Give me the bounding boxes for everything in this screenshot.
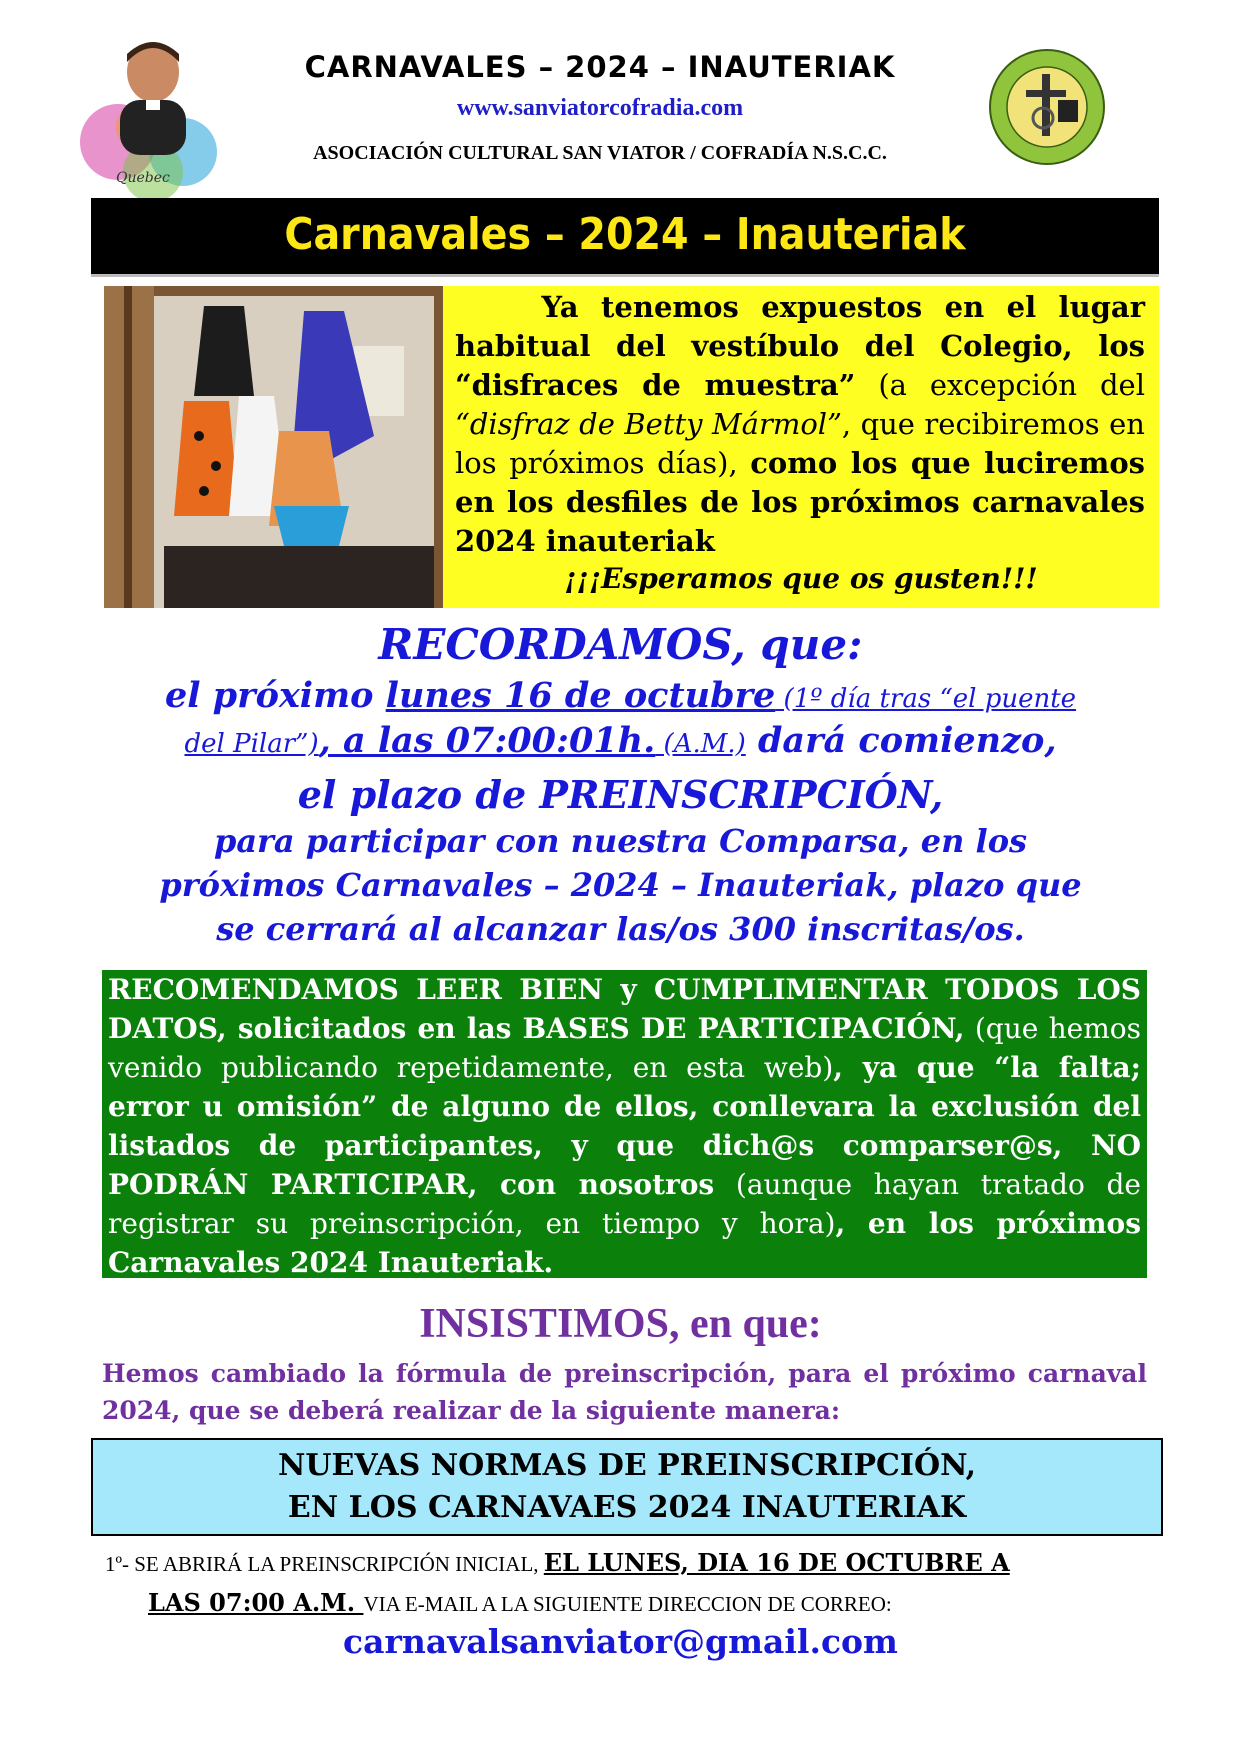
rules-box: [91, 1438, 1163, 1536]
costumes-display-photo: [104, 286, 443, 608]
step-1-line-1: 1º- SE ABRIRÁ LA PREINSCRIPCIÓN INICIAL, EL LUNES, DIA 16 DE OCTUBRE A: [105, 1548, 1010, 1577]
banner-title: Carnavales – 2024 – Inauteriak: [284, 209, 966, 260]
recommendation-paragraph: RECOMENDAMOS LEER BIEN y CUMPLIMENTAR TODOS LOS DATOS, solicitados en las BASES DE PARTICIPACIÓN, (que hemos venido publicando repetidamente, en esta web), ya que “la falta; error u omisión” de alguno de ellos, conllevara la exclusión del listados de participantes, y que dich@s comparser@s, NO PODRÁN PARTICIPAR, con nosotros (aunque hayan tratado de registrar su preinscripción, en tiempo y hora), en los próximos Carnavales 2024 Inauteriak.: [108, 973, 1141, 1279]
page-title: CARNAVALES – 2024 – INAUTERIAK: [304, 50, 896, 84]
intro-closing: ¡¡¡Esperamos que os gusten!!!: [564, 562, 1038, 595]
reminder-line-6: se cerrará al alcanzar las/os 300 inscritas/os.: [216, 910, 1025, 948]
svg-text:Quebec: Quebec: [116, 170, 170, 186]
portrait-logo: [78, 32, 228, 202]
reminder-line-3: el plazo de PREINSCRIPCIÓN,: [297, 772, 944, 817]
recommendation-box: [102, 970, 1147, 1278]
step-1-line-2: LAS 07:00 A.M. VIA E-MAIL A LA SIGUIENTE DIRECCION DE CORREO:: [148, 1588, 892, 1617]
insist-heading: INSISTIMOS, en que:: [419, 1301, 822, 1347]
rules-title-line-1: NUEVAS NORMAS DE PREINSCRIPCIÓN,: [277, 1448, 977, 1483]
reminder-heading: RECORDAMOS, que:: [378, 620, 863, 669]
reminder-line-5: próximos Carnavales – 2024 – Inauteriak, plazo que: [159, 866, 1082, 904]
website-link[interactable]: www.sanviatorcofradia.com: [456, 95, 744, 121]
contact-email-link[interactable]: carnavalsanviator@gmail.com: [343, 1622, 898, 1661]
title-banner: [91, 198, 1159, 277]
insist-paragraph: Hemos cambiado la fórmula de preinscripción, para el próximo carnaval 2024, que se deberá realizar de la siguiente manera:: [102, 1359, 1147, 1425]
intro-paragraph: Ya tenemos expuestos en el lugar habitual del vestíbulo del Colegio, los “disfraces de muestra” (a excepción del “disfraz de Betty Mármol”, que recibiremos en los próximos días), como los que luciremos en los desfiles de los próximos carnavales 2024 inauteriak: [455, 290, 1145, 558]
reminder-line-4: para participar con nuestra Comparsa, en los: [213, 822, 1028, 860]
reminder-line-1: el próximo lunes 16 de octubre (1º día tras “el puente: [164, 675, 1077, 716]
rules-title-line-2: EN LOS CARNAVAES 2024 INAUTERIAK: [287, 1490, 967, 1525]
association-name: ASOCIACIÓN CULTURAL SAN VIATOR / COFRADÍA N.S.C.C.: [313, 142, 887, 164]
reminder-line-2: del Pilar”), a las 07:00:01h. (A.M.) dará comienzo,: [184, 720, 1057, 761]
intro-box: [443, 286, 1159, 608]
cofradia-seal-logo: [988, 48, 1106, 166]
